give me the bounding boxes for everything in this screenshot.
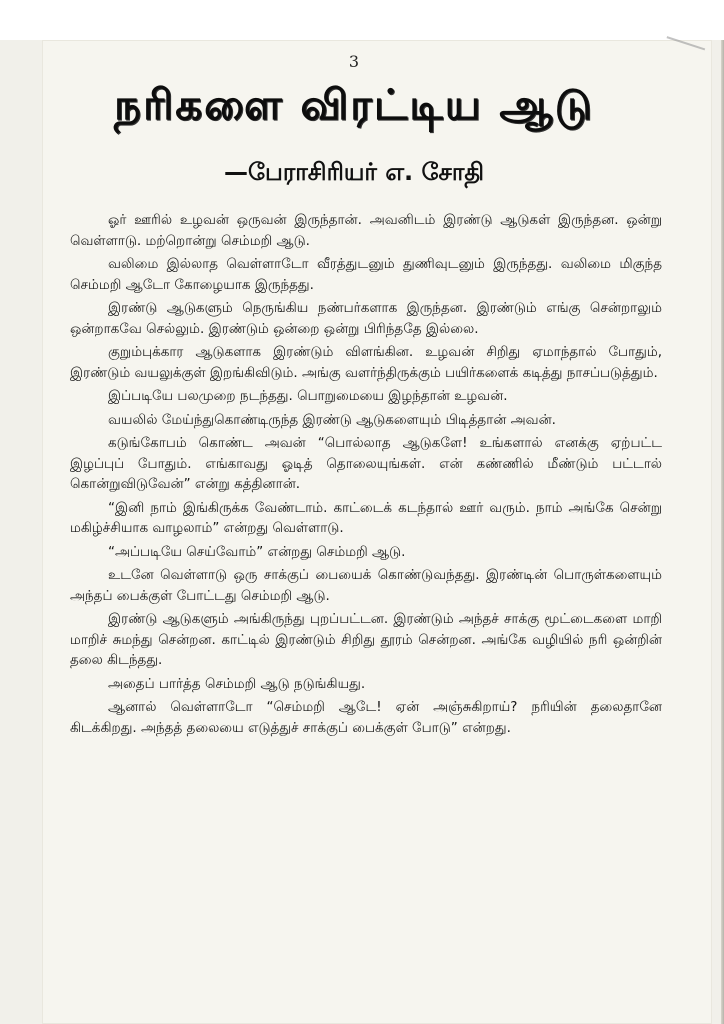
paragraph-1: ஓர் ஊரில் உழவன் ஒருவன் இருந்தான். அவனிடம் இரண்டு ஆடுகள் இருந்தன. ஒன்று வெள்ளாடு. மற்றொன்று செம்மறி ஆடு.: [70, 212, 662, 249]
paragraph-2: வலிமை இல்லாத வெள்ளாடோ வீரத்துடனும் துணிவுடனும் இருந்தது. வலிமை மிகுந்த செம்மறி ஆடோ கோழையாக இருந்தது.: [70, 256, 662, 293]
story-title: நரிகளை விரட்டிய ஆடு: [114, 80, 594, 129]
author-byline: —பேராசிரியர் எ. சோதி: [223, 158, 485, 186]
paragraph-4: குறும்புக்கார ஆடுகளாக இரண்டும் விளங்கின. உழவன் சிறிது ஏமாந்தால் போதும், இரண்டும் வயலுக்குள் இறங்கிவிடும். அங்கு வளர்ந்திருக்கும் பயிர்களைக் கடித்து நாசப்படுத்தும்.: [70, 344, 662, 381]
paragraph-11: இரண்டு ஆடுகளும் அங்கிருந்து புறப்பட்டன. இரண்டும் அந்தச் சாக்கு மூட்டைகளை மாறி மாறிச் சுமந்து சென்றன. காட்டில் இரண்டும் சிறிது தூரம் சென்றன. அங்கே வழியில் நரி ஒன்றின் தலை கிடந்தது.: [70, 611, 662, 668]
paragraph-3: இரண்டு ஆடுகளும் நெருங்கிய நண்பர்களாக இருந்தன. இரண்டும் எங்கு சென்றாலும் ஒன்றாகவே செல்லும். இரண்டும் ஒன்றை ஒன்று பிரிந்ததே இல்லை.: [70, 300, 662, 337]
paragraph-6: வயலில் மேய்ந்துகொண்டிருந்த இரண்டு ஆடுகளையும் பிடித்தான் அவன்.: [108, 411, 556, 428]
paragraph-7: கடுங்கோபம் கொண்ட அவன் “பொல்லாத ஆடுகளே! உங்களால் எனக்கு ஏற்பட்ட இழப்புப் போதும். எங்காவது ஓடித் தொலையுங்கள். என் கண்ணில் மீண்டும் பட்டால் கொன்றுவிடுவேன்” என்று கத்தினான்.: [70, 435, 662, 492]
story-body: [70, 210, 662, 741]
paragraph-5: இப்படியே பலமுறை நடந்தது. பொறுமையை இழந்தான் உழவன்.: [108, 388, 508, 404]
paragraph-9: “அப்படியே செய்வோம்” என்றது செம்மறி ஆடு.: [108, 543, 406, 560]
corner-fold-mark: [663, 36, 705, 62]
scan-top-margin: [0, 0, 724, 40]
paragraph-8: “இனி நாம் இங்கிருக்க வேண்டாம். காட்டைக் கடந்தால் ஊர் வரும். நாம் அங்கே சென்று மகிழ்ச்சியாக வாழலாம்” என்றது வெள்ளாடு.: [70, 499, 662, 536]
page-number: 3: [348, 52, 360, 71]
paragraph-10: உடனே வெள்ளாடு ஒரு சாக்குப் பையைக் கொண்டுவந்தது. இரண்டின் பொருள்களையும் அந்தப் பைக்குள் போட்டது செம்மறி ஆடு.: [70, 567, 662, 604]
book-page: [42, 40, 712, 1024]
paragraph-13: ஆனால் வெள்ளாடோ “செம்மறி ஆடே! ஏன் அஞ்சுகிறாய்? நரியின் தலைதானே கிடக்கிறது. அந்தத் தலையை எடுத்துச் சாக்குப் பைக்குள் போடு” என்றது.: [70, 699, 662, 736]
paragraph-12: அதைப் பார்த்த செம்மறி ஆடு நடுங்கியது.: [108, 675, 366, 692]
